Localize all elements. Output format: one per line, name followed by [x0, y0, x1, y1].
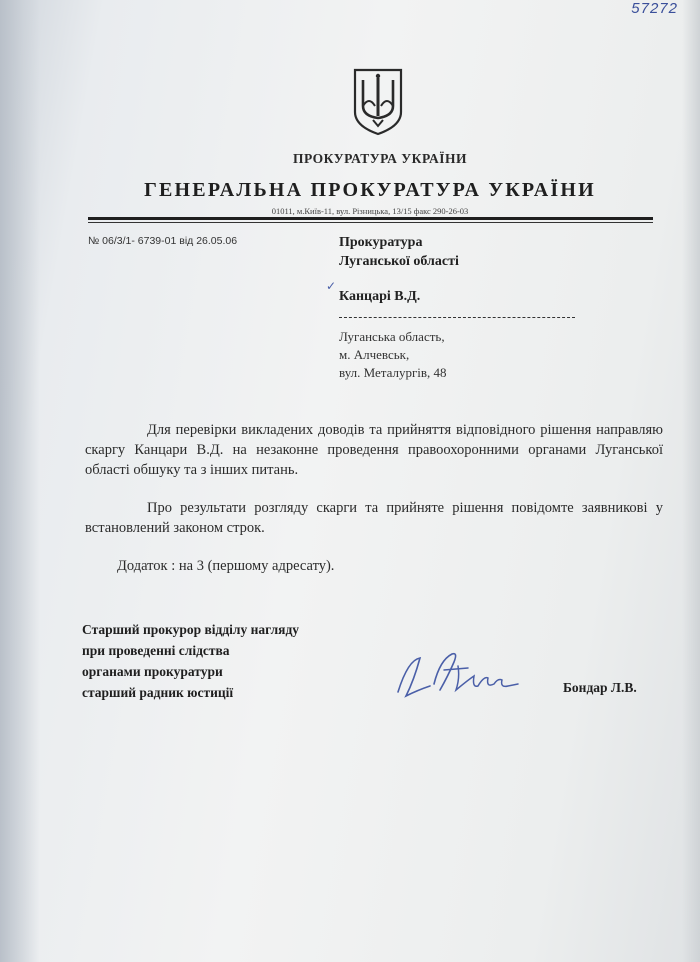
attachment-note: Додаток : на 3 (першому адресату). [117, 558, 335, 574]
paragraph-2-text: Про результати розгляду скарги та прийняте рішення повідомте заявникові у встановлений законом строк. [85, 500, 663, 536]
addressee-name: Канцарі В.Д. [339, 289, 421, 304]
agency-title: ГЕНЕРАЛЬНА ПРОКУРАТУРА УКРАЇНИ [144, 179, 596, 201]
body-paragraph-1 [85, 420, 663, 480]
address-line: м. Алчевськ, [339, 347, 410, 362]
address-line: Луганська область, [339, 329, 445, 344]
ministry-title: ПРОКУРАТУРА УКРАЇНИ [293, 151, 467, 166]
header-rule-thick [88, 217, 653, 220]
recipient-line-2: Луганської області [339, 254, 459, 269]
signer-title-line: органами прокуратури [82, 664, 223, 679]
signer-title-block [82, 619, 299, 703]
checkmark-icon: ✓ [326, 279, 337, 293]
header-rule-thin [88, 222, 653, 223]
signer-title-line: при проведенні слідства [82, 643, 230, 658]
signer-name: Бондар Л.В. [563, 680, 637, 695]
agency-address: 01011, м.Київ-11, вул. Різницька, 13/15 факс 290-26-03 [271, 206, 469, 216]
paragraph-1-text: Для перевірки викладених доводів та прийняття відповідного рішення направляю скаргу Канцари В.Д. на незаконне проведення правоохоронними органами Луганської області обшуку та з інших питань. [85, 422, 663, 478]
archive-number: 57272 [631, 0, 678, 17]
body-paragraph-2 [85, 498, 663, 538]
addressee-divider [339, 317, 575, 318]
signer-title-line: Старший прокурор відділу нагляду [82, 622, 300, 637]
handwritten-signature [388, 640, 528, 710]
address-line: вул. Металургів, 48 [339, 365, 447, 380]
page-edge-shadow [682, 0, 700, 962]
addressee-address [339, 328, 447, 382]
trident-emblem-icon [351, 66, 405, 136]
page-fold-shadow [0, 0, 40, 962]
recipient-line-1: Прокуратура [339, 235, 423, 250]
reference-number: № 06/3/1- 6739-01 від 26.05.06 [88, 235, 238, 247]
signer-title-line: старший радник юстиції [82, 685, 234, 700]
recipient-block [339, 233, 459, 271]
